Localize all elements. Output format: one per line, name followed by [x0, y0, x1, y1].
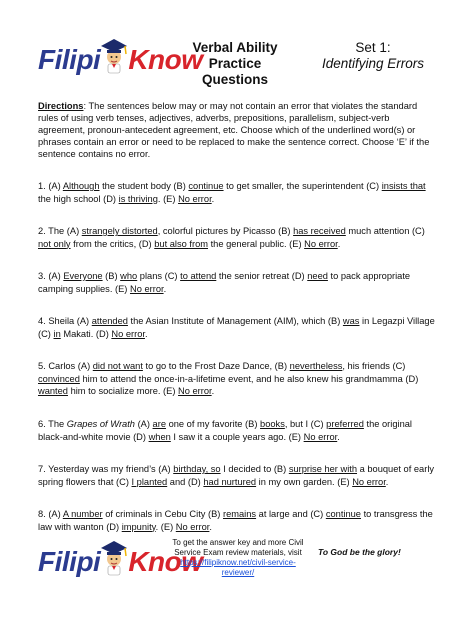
underlined-option: in [53, 328, 61, 339]
question-4 [38, 315, 438, 340]
underlined-option: No error [129, 283, 164, 294]
question-text: Grapes of Wrath [66, 419, 135, 429]
underlined-option: No error [352, 476, 386, 487]
underlined-option: Although [62, 181, 100, 191]
underlined-option: to attend [180, 271, 217, 281]
question-text: plans (C) [137, 271, 181, 281]
question-text: the general public. (E) [208, 238, 305, 249]
question-text: a bouquet of early spring flowers that (C) [38, 464, 435, 487]
underlined-option: continue [325, 509, 361, 519]
underlined-option: was [342, 316, 360, 326]
question-text: . (E) [157, 193, 179, 204]
question-2 [38, 225, 438, 250]
underlined-option: attended [91, 316, 128, 326]
question-text: Makati. (D) [60, 328, 112, 339]
underlined-option: insists that [381, 181, 426, 191]
question-text: . [385, 476, 389, 487]
question-text: , his friends (C) [342, 361, 406, 371]
question-7 [38, 463, 438, 488]
underlined-option: strangely distorted [81, 226, 158, 236]
question-text: from the critics, (D) [70, 238, 155, 249]
title-line-1: Verbal Ability [192, 40, 278, 55]
question-1 [38, 180, 438, 205]
underlined-option: did not want [92, 361, 143, 371]
question-text: in my own garden. (E) [256, 476, 353, 487]
underlined-option: birthday, so [173, 464, 221, 474]
underlined-option: has received [293, 226, 346, 236]
question-text: him to attend the once-in-a-lifetime event, and he also knew his grandmamma (D) [79, 373, 419, 384]
question-text: the original black-and-white movie (D) [38, 419, 412, 442]
question-text: 4. Sheila (A) [38, 316, 92, 326]
question-text: . [211, 193, 215, 204]
question-text: to transgress the law with wanton (D) [38, 509, 433, 532]
underlined-option: not only [38, 238, 71, 249]
underlined-option: No error [178, 386, 212, 396]
question-text: (B) [102, 271, 121, 281]
question-text: . [211, 386, 215, 396]
underlined-option: need [307, 271, 328, 281]
title-line-2: Practice Questions [201, 56, 268, 87]
question-text: , colorful pictures by Picasso (B) [157, 226, 294, 236]
underlined-option: Everyone [63, 271, 103, 281]
directions-text: : The sentences below may or may not contain an error that violates the standard rules of using verb tenses, adjectives, adverbs, prepositions, parallelism, subject-verb agreement, pronoun-antecedent agreement, etc. Choose which of the underlined word(s) or phrases contain an error or need to be replaced to make the sentence correct. Choose ‘E’ if the sentence contains no error. [38, 101, 430, 159]
question-text: of criminals in Cebu City (B) [102, 509, 223, 519]
question-text: 5. Carlos (A) [38, 361, 93, 371]
question-text: 3. (A) [38, 271, 64, 281]
question-text: . (E) [155, 521, 176, 532]
underlined-option: but also from [154, 238, 208, 249]
question-text: 2. The (A) [38, 226, 82, 236]
underlined-option: No error [304, 238, 338, 249]
question-text: I saw it a couple years ago. (E) [170, 431, 304, 442]
question-text: to get smaller, the superintendent (C) [223, 181, 382, 191]
underlined-option: No error [303, 431, 338, 442]
question-text: . [163, 283, 167, 294]
question-text: and (D) [167, 476, 204, 487]
question-5 [38, 360, 438, 398]
underlined-option: preferred [326, 419, 364, 429]
underlined-option: surprise her with [288, 464, 358, 474]
question-text: much attention (C) [345, 226, 425, 236]
question-text: 1. (A) [38, 181, 63, 191]
footer-motto: To God be the glory! [318, 547, 401, 557]
underlined-option: when [148, 431, 171, 442]
underlined-option: nevertheless [289, 361, 343, 371]
underlined-option: is thriving [118, 193, 158, 204]
set-topic: Identifying Errors [321, 56, 425, 71]
underlined-option: No error [175, 521, 210, 532]
question-text: . [337, 238, 341, 249]
underlined-option: I planted [131, 476, 168, 487]
underlined-option: continue [188, 181, 224, 191]
question-text: 8. (A) [38, 509, 63, 519]
question-text: at large and (C) [256, 509, 326, 519]
footer-mascot-icon [99, 538, 129, 576]
directions-label: Directions [38, 101, 84, 111]
question-text: him to socialize more. (E) [67, 386, 179, 396]
question-text: one of my favorite (B) [165, 419, 261, 429]
set-heading [318, 40, 428, 72]
mascot-icon [99, 36, 129, 74]
footer-note-text: To get the answer key and more Civil Service Exam review materials, visit [172, 538, 304, 557]
footer-note [168, 538, 308, 578]
filipiknow-logo [38, 36, 203, 74]
question-6 [38, 418, 438, 443]
question-text: the high school (D) [38, 193, 119, 204]
question-text: , but I (C) [284, 419, 327, 429]
question-3 [38, 270, 438, 295]
logo-text-know: Know [128, 44, 203, 75]
question-8 [38, 508, 438, 533]
underlined-option: convinced [38, 373, 80, 384]
footer-logo-text-know: Know [128, 546, 203, 577]
footer-logo-text-filipi: Filipi [38, 546, 101, 577]
underlined-option: No error [111, 328, 145, 339]
question-text: . [144, 328, 148, 339]
question-text: to pack appropriate camping supplies. (E) [38, 271, 411, 294]
question-text: to go to the Frost Daze Dance, (B) [142, 361, 290, 371]
question-text: . [209, 521, 212, 532]
underlined-option: are [152, 419, 166, 429]
question-text: in Legazpi Village (C) [38, 316, 435, 339]
question-text: (A) [134, 419, 153, 429]
question-text: the senior retreat (D) [216, 271, 308, 281]
question-text: the Asian Institute of Management (AIM), which (B) [127, 316, 343, 326]
page-title [180, 40, 290, 88]
underlined-option: who [120, 271, 138, 281]
set-number: Set 1: [355, 40, 391, 55]
underlined-option: remains [222, 509, 257, 519]
underlined-option: impunity [121, 521, 156, 532]
underlined-option: had nurtured [203, 476, 257, 487]
question-text: 7. Yesterday was my friend’s (A) [38, 464, 174, 474]
question-text: the student body (B) [99, 181, 189, 191]
question-text: 6. The [38, 419, 67, 429]
civil-service-reviewer-link[interactable]: https://filipiknow.net/civil-service-reviewer/ [180, 558, 296, 577]
underlined-option: wanted [38, 386, 68, 396]
logo-text-filipi: Filipi [38, 44, 101, 75]
underlined-option: A number [62, 509, 103, 519]
underlined-option: No error [178, 193, 212, 204]
question-text: . [337, 431, 340, 442]
directions-paragraph [38, 100, 438, 160]
underlined-option: books [260, 419, 285, 429]
question-text: I decided to (B) [220, 464, 289, 474]
